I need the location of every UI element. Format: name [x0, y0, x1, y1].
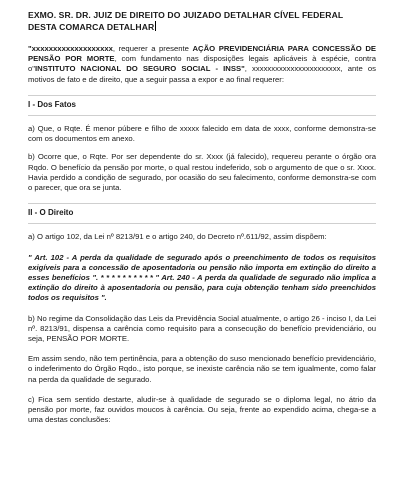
- intro-paragraph: [28, 44, 376, 85]
- law-quote: " Art. 102 - A perda da qualidade de segurado após o preenchimento de todos os requisitos exigíveis para a concessão de aposentadoria ou pensão não importa em extinção do direito a esses benefícios ". * * * * * * * * * * " Art. 240 - A perda da qualidade de segurado não implica a extinção do direito à aposentadoria ou pensão, para cuja obtenção tenham sido preenchidos todos os requisitos ".: [28, 252, 376, 303]
- section-title-facts: I - Dos Fatos: [28, 99, 77, 109]
- header-line-2[interactable]: [28, 21, 376, 33]
- intro-text-2: , com fundamento nas disposições legais aplicáveis à espécie, contra o": [28, 54, 377, 74]
- facts-paragraph-b: b) Ocorre que, o Rqte. Por ser dependente do sr. Xxxx (já falecido), requereu perante o órgão ora Rqdo. O benefício da pensão por morte, o qual restou indeferido, sob o argumento de que o sr. Xxxx. Havia perdido a condição de segurado, por ocasião do seu falecimento, conforme demonstra-se com o parecer, que ora se junta.: [28, 152, 376, 193]
- section-divider: [28, 203, 376, 204]
- section-divider: [28, 115, 376, 116]
- header-line-2-text: DESTA COMARCA DETALHAR: [28, 22, 155, 32]
- intro-open-quote: ": [28, 44, 32, 53]
- defendant-name: INSTITUTO NACIONAL DO SEGURO SOCIAL - INSS": [35, 64, 245, 74]
- document-header: [28, 10, 376, 33]
- section-divider: [28, 223, 376, 224]
- law-paragraph-a: a) O artigo 102, da Lei nº 8213/91 e o artigo 240, do Decreto nº.611/92, assim dispõem:: [28, 232, 327, 242]
- action-title: AÇÃO PREVIDENCIÁRIA PARA CONCESSÃO DE PENSÃO POR MORTE: [28, 44, 376, 64]
- plaintiff-name: xxxxxxxxxxxxxxxxxxx: [31, 44, 113, 53]
- section-divider: [28, 95, 376, 96]
- law-paragraph-b-caps: PENSÃO POR MORTE: [46, 334, 127, 344]
- facts-paragraph-a: a) Que, o Rqte. É menor púbere e filho de xxxxx falecido em data de xxxx, conforme demonstra-se com os documentos em anexo.: [28, 124, 376, 144]
- law-paragraph-b-text: b) No regime da Consolidação das Leis da Previdência Social atualmente, o artigo 26 - inciso I, da Lei nº. 8213/91, dispensa a carência como requisito para a consecução do benefício previdenciário, ou seja,: [28, 313, 376, 344]
- intro-text-3: , xxxxxxxxxxxxxxxxxxxxxxx, ante os motivos de fato e de direito, que a seguir passa a expor e ao final requerer:: [28, 64, 376, 84]
- law-paragraph-b: [28, 314, 376, 345]
- law-paragraph-c2: c) Fica sem sentido destarte, aludir-se à qualidade de segurado se o diploma legal, no átrio da pensão por morte, faz ouvidos moucos à carência. Ou seja, frente ao expendido acima, chega-se a uma destas conclusões:: [28, 394, 376, 425]
- law-paragraph-c1: Em assim sendo, não tem pertinência, para a obtenção do suso mencionado benefício previdenciário, o indeferimento do Órgão Rqdo., isto porque, se inexiste carência não se tem igualmente, como falar na perda da qualidade de segurado.: [28, 354, 376, 384]
- law-paragraph-b-end: .: [126, 334, 130, 344]
- text-cursor: [155, 21, 156, 31]
- section-title-law: II - O Direito: [28, 208, 74, 218]
- header-line-1: EXMO. SR. DR. JUIZ DE DIREITO DO JUIZADO DETALHAR CÍVEL FEDERAL: [28, 10, 344, 20]
- intro-text-1: , requerer a presente: [112, 44, 193, 53]
